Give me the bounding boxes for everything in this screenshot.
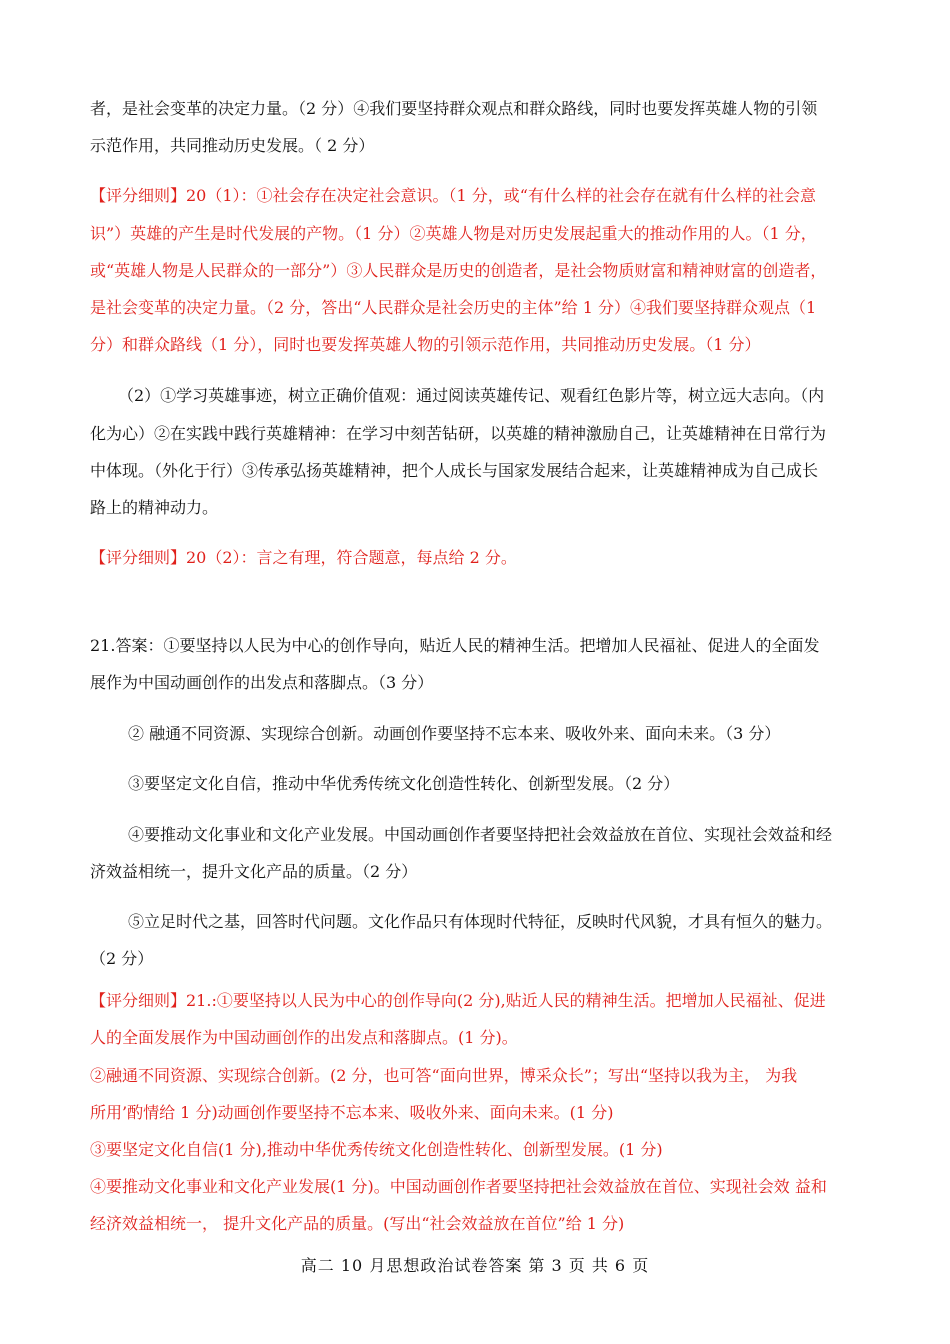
answer-point-5: ⑤立足时代之基，回答时代问题。文化作品只有体现时代特征，反映时代风貌，才具有恒久的魅力。 [128, 912, 833, 931]
rubric-line: 分）和群众路线（1 分），同时也要发挥英雄人物的引领示范作用，共同推动历史发展。（1 分） [90, 335, 761, 354]
text-line: 21.答案：①要坚持以人民为中心的创作导向，贴近人民的精神生活。把增加人民福祉、促进人的全面发 [90, 636, 820, 655]
rubric-line: 或“英雄人物是人民群众的一部分”）③人民群众是历史的创造者，是社会物质财富和精神财富的创造者， [90, 261, 827, 280]
answer-point-2: ② 融通不同资源、实现综合创新。动画创作要坚持不忘本来、吸收外来、面向未来。（3 分） [128, 724, 781, 743]
page-footer: 高二 10 月思想政治试卷答案 第 3 页 共 6 页 [300, 1256, 650, 1275]
text-line: （2）①学习英雄事迹，树立正确价值观：通过阅读英雄传记、观看红色影片等，树立远大志向。（内 [118, 386, 825, 405]
text-line: 中体现。（外化于行）③传承弘扬英雄精神，把个人成长与国家发展结合起来，让英雄精神成为自己成长 [90, 461, 819, 480]
text-line: 者，是社会变革的决定力量。（2 分）④我们要坚持群众观点和群众路线，同时也要发挥英雄人物的引领 [90, 99, 818, 118]
rubric-line: 经济效益相统一， 提升文化产品的质量。(写出“社会效益放在首位”给 1 分) [90, 1214, 625, 1233]
rubric-line: 所用’酌情给 1 分)动画创作要坚持不忘本来、吸收外来、面向未来。(1 分) [90, 1103, 614, 1122]
text-line: 济效益相统一，提升文化产品的质量。（2 分） [90, 862, 418, 881]
rubric-line: ③要坚定文化自信(1 分),推动中华优秀传统文化创造性转化、创新型发展。(1 分) [90, 1140, 663, 1159]
rubric-line: 人的全面发展作为中国动画创作的出发点和落脚点。(1 分)。 [90, 1028, 518, 1047]
answer-point-3: ③要坚定文化自信，推动中华优秀传统文化创造性转化、创新型发展。（2 分） [128, 774, 680, 793]
rubric-line: 【评分细则】20（1）：①社会存在决定社会意识。（1 分，或“有什么样的社会存在就有什么样的社会意 [90, 186, 816, 205]
rubric-line: ②融通不同资源、实现综合创新。(2 分，也可答“面向世界，博采众长”；写出“坚持以我为主， 为我 [90, 1066, 798, 1085]
rubric-line: 识”）英雄的产生是时代发展的产物。（1 分）②英雄人物是对历史发展起重大的推动作用的人。（1 分， [90, 224, 817, 243]
rubric-line: 是社会变革的决定力量。（2 分，答出“人民群众是社会历史的主体”给 1 分）④我们要坚持群众观点（1 [90, 298, 817, 317]
text-line: 展作为中国动画创作的出发点和落脚点。（3 分） [90, 673, 434, 692]
q20-part2-rubric: 【评分细则】20（2）：言之有理，符合题意，每点给 2 分。 [90, 548, 517, 567]
text-line: 路上的精神动力。 [90, 498, 219, 517]
answer-point-4: ④要推动文化事业和文化产业发展。中国动画创作者要坚持把社会效益放在首位、实现社会效益和经 [128, 825, 833, 844]
text-line: （2 分） [90, 949, 154, 968]
rubric-line: ④要推动文化事业和文化产业发展(1 分)。中国动画创作者要坚持把社会效益放在首位、实现社会效 益和 [90, 1177, 827, 1196]
text-line: 示范作用，共同推动历史发展。（ 2 分） [90, 136, 375, 155]
text-line: 化为心）②在实践中践行英雄精神：在学习中刻苦钻研，以英雄的精神激励自己，让英雄精神在日常行为 [90, 424, 827, 443]
rubric-line: 【评分细则】21.:①要坚持以人民为中心的创作导向(2 分),贴近人民的精神生活。把增加人民福祉、促进 [90, 991, 826, 1010]
